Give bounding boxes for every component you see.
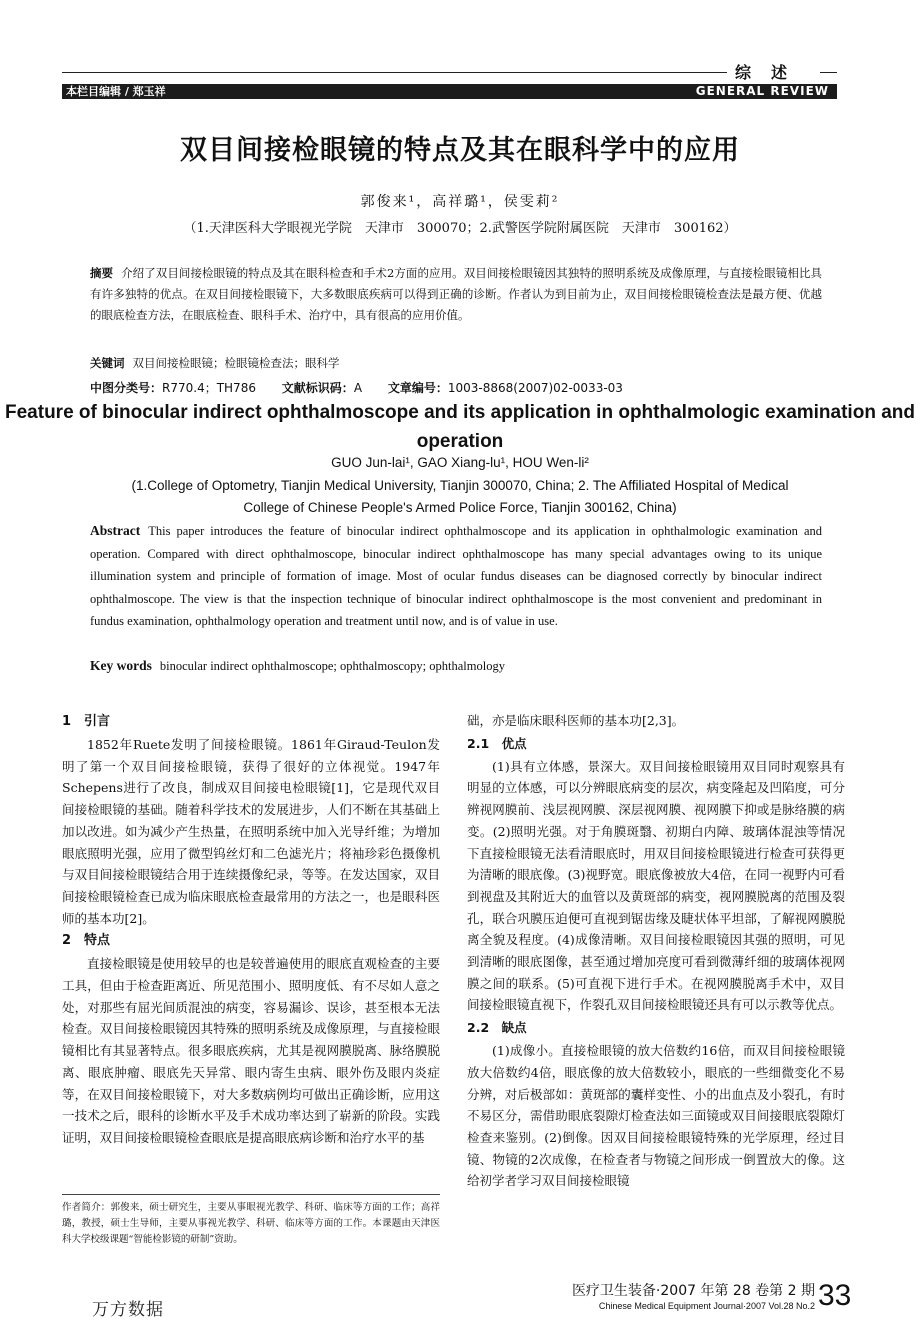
keywords-cn-text: 双目间接检眼镜；检眼镜检查法；眼科学 <box>132 356 340 370</box>
header-bar <box>62 84 837 99</box>
affiliation-cn: （1.天津医科大学眼视光学院 天津市 300070；2.武警医学院附属医院 天津市 300162） <box>183 221 737 236</box>
clc-code: 中图分类号：R770.4；TH786 <box>90 381 256 395</box>
section-label-en: GENERAL REVIEW <box>695 84 829 98</box>
abstract-en-label: Abstract <box>90 523 141 538</box>
section-heading-features: 2 特点 <box>62 933 111 949</box>
page-number: 33 <box>818 1279 852 1312</box>
abstract-cn-text: 介绍了双目间接检眼镜的特点及其在眼科检查和手术2方面的应用。双目间接检眼镜因其独特的照明系统及成像原理，与直接检眼镜相比具有许多独特的优点。在双目间接检眼镜下，大多数眼底疾病可以得到正确的诊断。作者认为到目前为止，双目间接检眼镜检查法是最方便、优越的眼底检查方法，在眼底检查、眼科手术、治疗中，具有很高的应用价值。 <box>90 266 823 322</box>
paragraph-advantages: (1)具有立体感，景深大。双目间接检眼镜用双目同时观察具有明显的立体感，可以分辨眼底病变的层次，病变隆起及凹陷度，可分辨视网膜前、浅层视网膜、深层视网膜、视网膜下抑或是脉络膜的病变。(2)照明光强。对于角膜斑翳、初期白内障、玻璃体混浊等情况下直接检眼镜无法看清眼底时，用双目间接检眼镜进行检查可获得更为清晰的眼底像。(3)视野宽。眼底像被放大4倍，在同一视野内可看到视盘及其附近大的血管以及黄斑部的病变，视网膜脱离的范围及裂孔，联合巩膜压迫便可直视到锯齿缘及睫状体平坦部，了解视网膜脱离全貌及程度。(4)成像清晰。双目间接检眼镜因其强的照明，可见到清晰的眼底图像，甚至通过增加亮度可看到微薄纤细的玻璃体视网膜之间的联系。(5)可直视下进行手术。在视网膜脱离手术中，双目间接检眼镜直视下，作裂孔双目间接检眼镜还具有可以示教等优点。 <box>467 758 845 1013</box>
header-rule <box>62 72 727 73</box>
keywords-en <box>90 655 822 677</box>
keywords-en-label: Key words <box>90 658 152 673</box>
authors-cn: 郭俊来¹，高祥璐¹，侯雯莉² <box>360 194 560 210</box>
journal-info <box>520 1282 815 1312</box>
authors-en: GUO Jun-lai¹, GAO Xiang-lu¹, HOU Wen-li² <box>331 455 589 470</box>
classification-line <box>90 378 830 399</box>
article-title-cn: 双目间接检眼镜的特点及其在眼科学中的应用 <box>180 135 740 166</box>
right-column <box>467 710 845 1192</box>
left-column <box>62 710 440 1149</box>
author-footnote: 作者简介：郭俊来，硕士研究生，主要从事眼视光教学、科研、临床等方面的工作；高祥璐，教授，硕士生导师，主要从事视光教学、科研、临床等方面的工作。本课题由天津医科大学校级课题“智能检影镜的研制”资助。 <box>62 1202 440 1245</box>
subsection-heading-disadvantages: 2.2 缺点 <box>467 1020 527 1036</box>
keywords-cn-label: 关键词 <box>90 356 125 370</box>
abstract-cn-label: 摘要 <box>90 266 114 280</box>
subsection-heading-advantages: 2.1 优点 <box>467 735 527 751</box>
paragraph-intro: 1852年Ruete发明了间接检眼镜。1861年Giraud-Teulon发明了第一个双目间接检眼镜，获得了很好的立体视觉。1947年Schepens进行了改良，制成双目间接电检眼镜[1]，它是现代双目间接检眼镜的基础。随着科学技术的发展进步，人们不断在其基础上加以改进。如为减少产生热量，在照明系统中加入光导纤维；为增加眼底照明光强，应用了微型钨丝灯和二色滤光片；将袖珍彩色摄像机与双目间接检眼镜结合用于连续摄像纪录，等等。在发达国家，双目间接检眼镜检查已成为临床眼底检查最常用的方法之一，也是眼科医师的基本功[2]。 <box>62 737 440 926</box>
article-title-en: Feature of binocular indirect ophthalmoscope and its application in ophthalmologic examination and operation <box>5 402 915 452</box>
section-heading-intro: 1 引言 <box>62 714 111 729</box>
abstract-en <box>90 520 822 633</box>
keywords-en-text: binocular indirect ophthalmoscope; ophthalmoscopy; ophthalmology <box>159 659 505 673</box>
watermark: 万方数据 <box>92 1300 164 1320</box>
header-rule-tail <box>820 72 837 73</box>
section-label: 综述 <box>735 63 808 82</box>
keywords-cn <box>90 353 822 374</box>
abstract-en-text: This paper introduces the feature of binocular indirect ophthalmoscope and its application in ophthalmologic examination and operation. Compared with direct ophthalmoscope, binocular indirect ophthalmoscope has many special advantages owing to its unique illumination system and principle of formation of image. Most of ocular fundus diseases can be diagnosed correctly by binocular indirect ophthalmoscope. The view is that the inspection technique of binocular indirect ophthalmoscope is the most convenient and predominant in fundus examination, ophthalmology operation and treatment until now, and is of value in use. <box>90 524 822 628</box>
journal-info-en: Chinese Medical Equipment Journal·2007 Vol.28 No.2 <box>598 1301 815 1311</box>
doc-code: 文献标识码：A <box>281 381 363 395</box>
article-id: 文章编号：1003-8868(2007)02-0033-03 <box>387 381 623 395</box>
abstract-cn <box>90 263 822 326</box>
paragraph-features: 直接检眼镜是使用较早的也是较普遍使用的眼底直观检查的主要工具，但由于检查距离近、所见范围小、照明度低、有不尽如人意之处，对那些有屈光间质混浊的病变，容易漏诊、误诊，甚至根本无法检查。双目间接检眼镜因其特殊的照明系统及成像原理，与直接检眼镜相比有其显著特点。很多眼底疾病，尤其是视网膜脱离、脉络膜脱离、眼底肿瘤、眼底先天异常、眼内寄生虫病、眼外伤及眼内炎症等，在双目间接检眼镜下，对大多数病例均可做出正确诊断，应用这一技术之后，眼科的诊断水平及手术成功率达到了崭新的阶段。实践证明，双目间接检眼镜检查眼底是提高眼底病诊断和治疗水平的基 <box>62 956 440 1145</box>
column-editor: 本栏目编辑 / 郑玉祥 <box>66 85 166 98</box>
paragraph-continued: 础，亦是临床眼科医师的基本功[2,3]。 <box>467 713 685 728</box>
footnote-rule <box>62 1194 440 1195</box>
journal-info-cn: 医疗卫生装备·2007 年第 28 卷第 2 期 <box>571 1283 815 1299</box>
paragraph-disadvantages: (1)成像小。直接检眼镜的放大倍数约16倍，而双目间接检眼镜放大倍数约4倍，眼底像的放大倍数较小，眼底的一些细微变化不易分辨，对后极部如：黄斑部的囊样变性、小的出血点及小裂孔，有时不易区分，需借助眼底裂隙灯检查法如三面镜或双目间接眼底裂隙灯检查来鉴别。(2)倒像。因双目间接检眼镜特殊的光学原理，经过目镜、物镜的2次成像，在检查者与物镜之间形成一倒置放大的像。这给初学者学习双目间接检眼镜 <box>467 1043 845 1189</box>
affiliation-en: (1.College of Optometry, Tianjin Medical University, Tianjin 300070, China; 2. The Affiliated Hospital of Medical College of Chinese People's Armed Police Force, Tianjin 300162, China) <box>131 478 789 515</box>
